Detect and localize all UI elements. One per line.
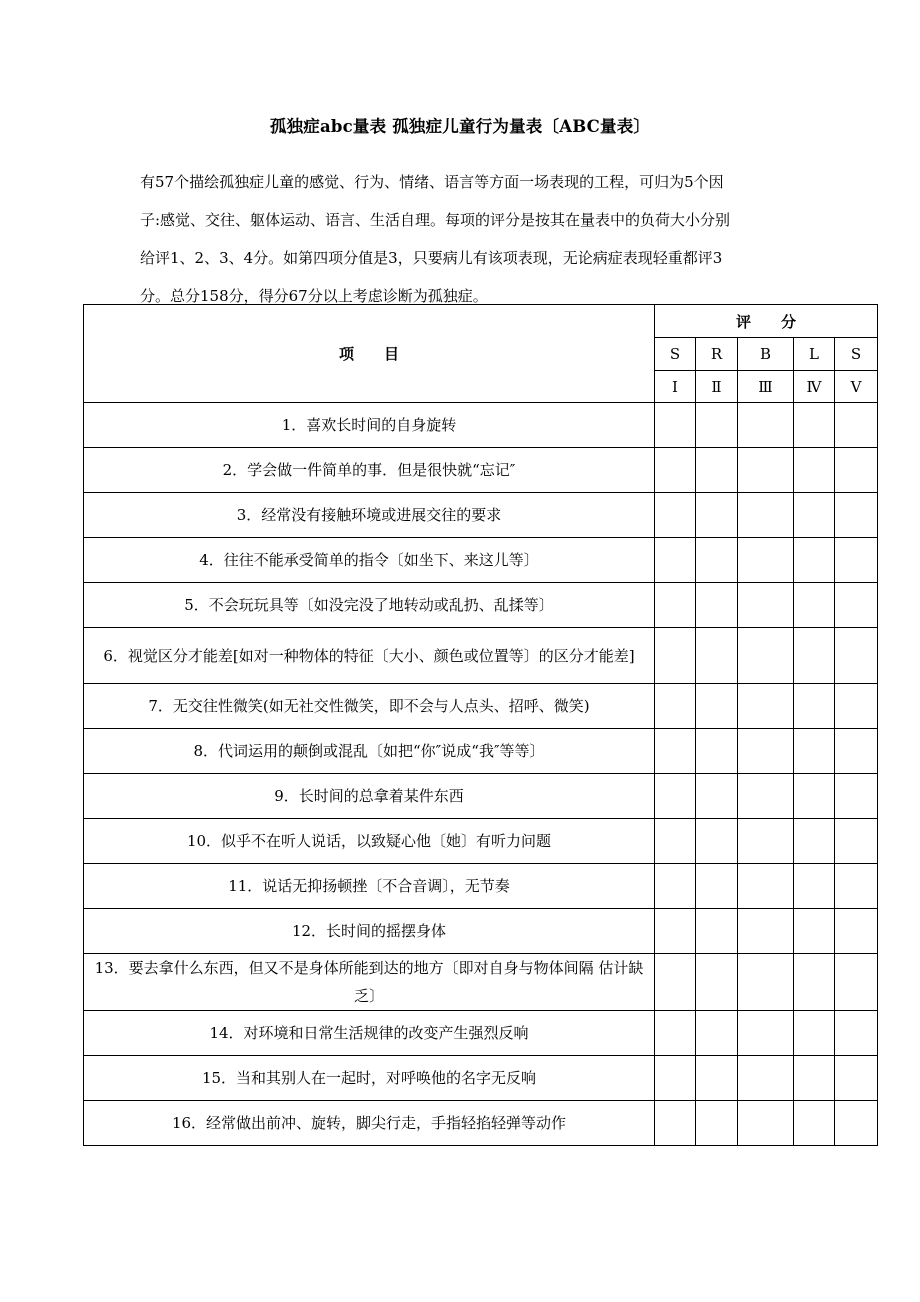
score-cell[interactable] — [794, 1101, 835, 1146]
score-cell[interactable] — [794, 583, 835, 628]
score-cell[interactable] — [738, 774, 794, 819]
factor-code: S — [655, 338, 696, 371]
score-cell[interactable] — [794, 493, 835, 538]
item-text: 8．代词运用的颠倒或混乱〔如把“你″说成“我″等等〕 — [84, 729, 655, 774]
item-text: 9．长时间的总拿着某件东西 — [84, 774, 655, 819]
intro-line: 有57个描绘孤独症儿童的感觉、行为、情绪、语言等方面一场表现的工程，可归为5个因 — [140, 173, 724, 191]
score-cell[interactable] — [738, 493, 794, 538]
score-cell[interactable] — [794, 448, 835, 493]
factor-code: B — [738, 338, 794, 371]
item-text: 14．对环境和日常生活规律的改变产生强烈反响 — [84, 1011, 655, 1056]
item-text: 13．要去拿什么东西，但又不是身体所能到达的地方〔即对自身与物体间隔 估计缺乏〕 — [84, 954, 655, 1011]
score-cell[interactable] — [738, 729, 794, 774]
factor-number: Ⅴ — [835, 371, 878, 403]
score-cell[interactable] — [738, 628, 794, 684]
header-row-score — [84, 305, 878, 338]
score-cell[interactable] — [655, 448, 696, 493]
score-cell[interactable] — [835, 909, 878, 954]
intro-line: 分。总分158分，得分67分以上考虑诊断为孤独症。 — [140, 287, 488, 305]
item-text: 7．无交往性微笑(如无社交性微笑，即不会与人点头、招呼、微笑) — [84, 684, 655, 729]
score-cell[interactable] — [696, 819, 738, 864]
score-cell[interactable] — [738, 864, 794, 909]
item-text: 3．经常没有接触环境或进展交往的要求 — [84, 493, 655, 538]
score-cell[interactable] — [794, 1011, 835, 1056]
table-row — [84, 493, 878, 538]
score-cell[interactable] — [696, 628, 738, 684]
score-cell[interactable] — [696, 729, 738, 774]
table-row — [84, 403, 878, 448]
score-cell[interactable] — [835, 403, 878, 448]
table-row — [84, 628, 878, 684]
score-cell[interactable] — [835, 1011, 878, 1056]
factor-code: R — [696, 338, 738, 371]
intro-paragraph — [140, 163, 790, 315]
score-cell[interactable] — [696, 909, 738, 954]
score-cell[interactable] — [794, 954, 835, 1011]
score-cell[interactable] — [696, 583, 738, 628]
score-cell[interactable] — [696, 448, 738, 493]
score-cell[interactable] — [794, 909, 835, 954]
score-cell[interactable] — [655, 909, 696, 954]
score-cell[interactable] — [655, 628, 696, 684]
score-cell[interactable] — [794, 403, 835, 448]
table-row — [84, 909, 878, 954]
score-cell[interactable] — [655, 403, 696, 448]
score-cell[interactable] — [794, 819, 835, 864]
score-cell[interactable] — [696, 864, 738, 909]
factor-number: Ⅱ — [696, 371, 738, 403]
score-cell[interactable] — [794, 729, 835, 774]
score-cell[interactable] — [696, 1056, 738, 1101]
factor-number: Ⅳ — [794, 371, 835, 403]
score-cell[interactable] — [738, 448, 794, 493]
abc-scale-table — [83, 304, 878, 1146]
score-cell[interactable] — [794, 684, 835, 729]
item-text: 6．视觉区分才能差[如对一种物体的特征〔大小、颜色或位置等〕的区分才能差] — [84, 628, 655, 684]
table-row — [84, 864, 878, 909]
score-cell[interactable] — [835, 864, 878, 909]
score-cell[interactable] — [738, 403, 794, 448]
score-cell[interactable] — [696, 1101, 738, 1146]
score-cell[interactable] — [835, 1101, 878, 1146]
item-text: 12．长时间的摇摆身体 — [84, 909, 655, 954]
score-cell[interactable] — [738, 819, 794, 864]
table-row — [84, 729, 878, 774]
intro-line: 子:感觉、交往、躯体运动、语言、生活自理。每项的评分是按其在量表中的负荷大小分别 — [140, 211, 731, 229]
factor-code: S — [835, 338, 878, 371]
score-cell[interactable] — [655, 819, 696, 864]
factor-number: Ⅲ — [738, 371, 794, 403]
score-cell[interactable] — [655, 1101, 696, 1146]
factor-code: L — [794, 338, 835, 371]
score-cell[interactable] — [835, 819, 878, 864]
score-cell[interactable] — [794, 628, 835, 684]
item-text: 10．似乎不在听人说话，以致疑心他〔她〕有听力问题 — [84, 819, 655, 864]
score-cell[interactable] — [655, 1056, 696, 1101]
score-cell[interactable] — [835, 583, 878, 628]
score-cell[interactable] — [738, 909, 794, 954]
score-cell[interactable] — [835, 954, 878, 1011]
table-row — [84, 1011, 878, 1056]
score-cell[interactable] — [835, 493, 878, 538]
table-row — [84, 684, 878, 729]
score-cell[interactable] — [696, 538, 738, 583]
score-cell[interactable] — [696, 403, 738, 448]
score-cell[interactable] — [794, 538, 835, 583]
score-cell[interactable] — [738, 684, 794, 729]
score-cell[interactable] — [655, 1011, 696, 1056]
item-text: 2．学会做一件简单的事．但是很快就“忘记″ — [84, 448, 655, 493]
item-text: 11．说话无抑扬顿挫〔不合音调〕，无节奏 — [84, 864, 655, 909]
score-cell[interactable] — [794, 1056, 835, 1101]
table-row — [84, 538, 878, 583]
score-cell[interactable] — [835, 628, 878, 684]
score-cell[interactable] — [738, 1011, 794, 1056]
score-cell[interactable] — [655, 493, 696, 538]
score-cell[interactable] — [738, 954, 794, 1011]
score-cell[interactable] — [696, 774, 738, 819]
score-cell[interactable] — [738, 538, 794, 583]
score-cell[interactable] — [696, 1011, 738, 1056]
score-cell[interactable] — [655, 684, 696, 729]
score-cell[interactable] — [835, 448, 878, 493]
score-cell[interactable] — [696, 954, 738, 1011]
table-row — [84, 1056, 878, 1101]
score-cell[interactable] — [696, 493, 738, 538]
score-cell[interactable] — [835, 774, 878, 819]
item-text: 15．当和其别人在一起时，对呼唤他的名字无反响 — [84, 1056, 655, 1101]
score-cell[interactable] — [655, 864, 696, 909]
table-row — [84, 774, 878, 819]
document-title: 孤独症abc量表 孤独症儿童行为量表〔ABC量表〕 — [269, 117, 651, 136]
score-cell[interactable] — [655, 729, 696, 774]
score-cell[interactable] — [835, 684, 878, 729]
score-cell[interactable] — [835, 538, 878, 583]
item-text: 5．不会玩玩具等〔如没完没了地转动或乱扔、乱揉等〕 — [84, 583, 655, 628]
score-cell[interactable] — [738, 1101, 794, 1146]
item-text: 16．经常做出前冲、旋转，脚尖行走，手指轻掐轻弹等动作 — [84, 1101, 655, 1146]
score-cell[interactable] — [655, 954, 696, 1011]
item-column-label: 项 目 — [338, 345, 399, 363]
item-column-header — [84, 305, 655, 403]
table-row — [84, 448, 878, 493]
item-text: 1．喜欢长时间的自身旋转 — [84, 403, 655, 448]
item-text: 4．往往不能承受简单的指令〔如坐下、来这儿等〕 — [84, 538, 655, 583]
table-row — [84, 1101, 878, 1146]
score-column-header: 评 分 — [655, 305, 878, 338]
factor-number: Ⅰ — [655, 371, 696, 403]
score-cell[interactable] — [835, 729, 878, 774]
score-cell[interactable] — [655, 774, 696, 819]
table-row — [84, 819, 878, 864]
score-cell[interactable] — [738, 583, 794, 628]
score-cell[interactable] — [696, 684, 738, 729]
score-cell[interactable] — [835, 1056, 878, 1101]
table-row — [84, 954, 878, 1011]
intro-line: 给评1、2、3、4分。如第四项分值是3，只要病儿有该项表现，无论病症表现轻重都评3 — [140, 249, 723, 267]
score-cell[interactable] — [655, 583, 696, 628]
score-cell[interactable] — [794, 774, 835, 819]
score-cell[interactable] — [738, 1056, 794, 1101]
score-cell[interactable] — [794, 864, 835, 909]
table-row — [84, 583, 878, 628]
score-cell[interactable] — [655, 538, 696, 583]
